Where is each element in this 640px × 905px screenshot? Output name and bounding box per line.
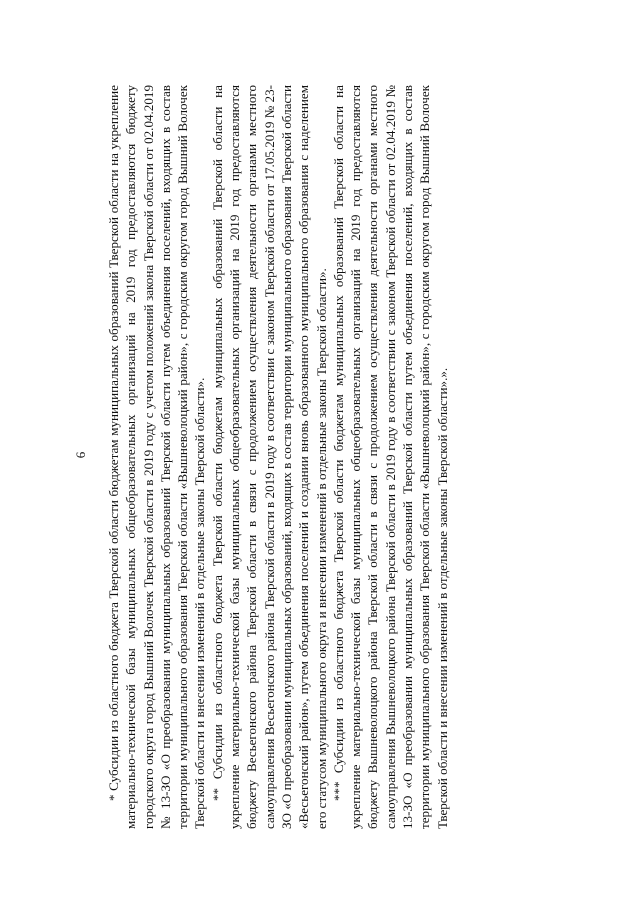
footnotes-block <box>105 85 451 829</box>
rotated-page-content <box>68 55 488 855</box>
footnote-3: *** Субсидии из областного бюджета Тверской области бюджетам муниципальных образований Тверской области на укрепление материально-технической базы муниципальных общеобразовательных организаций на 2019 год предоставляются бюджету Вышневолоцкого района Тверской области в связи с продолжением осуществления деятельности органами местного самоуправления Вышневолоцкого района Тверской области в 2019 году в соответствии с законом Тверской области от 02.04.2019 № 13-ЗО «О преобразовании муниципальных образований Тверской области путем объединения поселений, входящих в состав территории муниципального образования Тверской области «Вышневолоцкий район», с городским округом город Вышний Волочек Тверской области и внесении изменений в отдельные законы Тверской области».». <box>330 85 450 829</box>
page-number: 6 <box>73 451 88 459</box>
footnote-2: ** Субсидии из областного бюджета Тверской области бюджетам муниципальных образований Тверской области на укрепление материально-технической базы муниципальных общеобразовательных организаций на 2019 год предоставляются бюджету Весьегонского района Тверской области в связи с продолжением осуществления деятельности органами местного самоуправления Весьегонского района Тверской области в 2019 году в соответствии с законом Тверской области от 17.05.2019 № 23-ЗО «О преобразовании муниципальных образований, входящих в состав территории муниципального образования Тверской области «Весьегонский район», путем объединения поселений и создании вновь образованного муниципального образования с наделением его статусом муниципального округа и внесении изменений в отдельные законы Тверской области». <box>209 85 329 829</box>
footnote-1: * Субсидии из областного бюджета Тверской области бюджетам муниципальных образований Тверской области на укрепление материально-технической базы муниципальных общеобразовательных организаций на 2019 год предоставляются бюджету городского округа город Вышний Волочек Тверской области в 2019 году с учетом положений закона Тверской области от 02.04.2019 № 13-ЗО «О преобразовании муниципальных образований Тверской области путем объединения поселений, входящих в состав территории муниципального образования Тверской области «Вышневолоцкий район», с городским округом город Вышний Волочек Тверской области и внесении изменений в отдельные законы Тверской области». <box>106 85 208 829</box>
